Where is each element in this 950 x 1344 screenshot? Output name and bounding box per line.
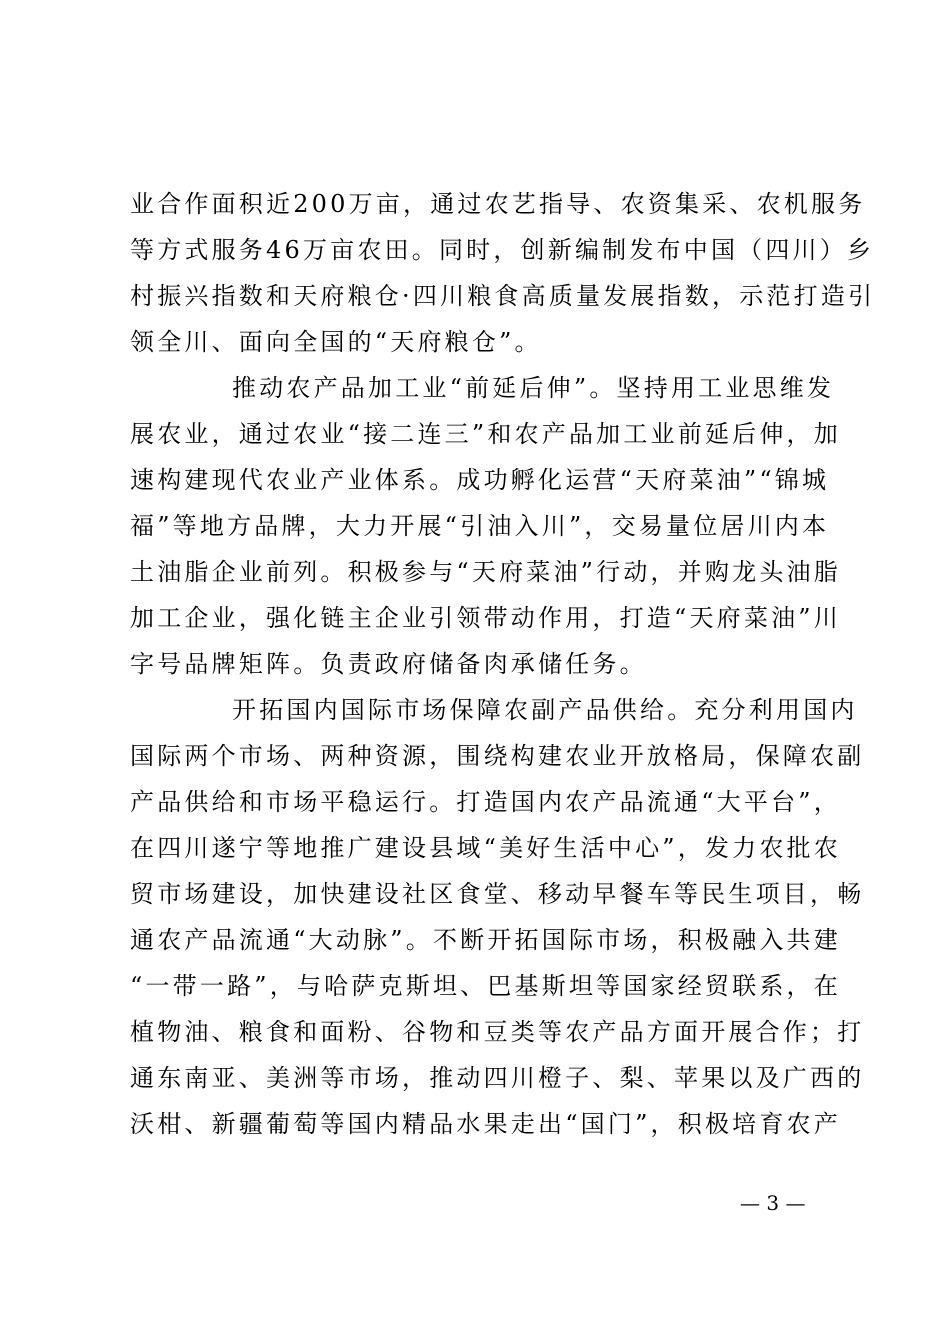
text-line: “一带一路”，与哈萨克斯坦、巴基斯坦等国家经贸联系，在 (130, 972, 841, 1000)
paragraph-heading-line: 推动农产品加工业“前延后伸”。坚持用工业思维发 (232, 374, 835, 402)
text-line: 等方式服务46万亩农田。同时，创新编制发布中国（四川）乡 (130, 236, 875, 264)
paragraph-heading-line: 开拓国内国际市场保障农副产品供给。充分利用国内 (232, 696, 858, 724)
body-text (130, 181, 876, 1147)
text-line: 贸市场建设，加快建设社区食堂、移动早餐车等民生项目，畅 (130, 880, 865, 908)
text-line: 加工企业，强化链主企业引领带动作用，打造“天府菜油”川 (130, 604, 841, 632)
page-number: — 3 — (740, 1191, 806, 1215)
text-line: 展农业，通过农业“接二连三”和农产品加工业前延后伸，加 (130, 420, 841, 448)
text-line: 领全川、面向全国的“天府粮仓”。 (130, 328, 542, 356)
text-line: 福”等地方品牌，大力开展“引油入川”，交易量位居川内本 (130, 512, 830, 540)
text-line: 业合作面积近200万亩，通过农艺指导、农资集采、农机服务 (130, 190, 866, 218)
text-line: 产品供给和市场平稳运行。打造国内农产品流通“大平台”， (130, 788, 841, 816)
text-line: 国际两个市场、两种资源，围绕构建农业开放格局，保障农副 (130, 742, 865, 770)
text-line: 沃柑、新疆葡萄等国内精品水果走出“国门”，积极培育农产 (130, 1110, 841, 1138)
text-line: 植物油、粮食和面粉、谷物和豆类等农产品方面开展合作；打 (130, 1018, 865, 1046)
text-line: 村振兴指数和天府粮仓·四川粮食高质量发展指数，示范打造引 (130, 282, 876, 310)
text-line: 通东南亚、美洲等市场，推动四川橙子、梨、苹果以及广西的 (130, 1064, 865, 1092)
text-line: 字号品牌矩阵。负责政府储备肉承储任务。 (130, 650, 647, 678)
text-line: 在四川遂宁等地推广建设县域“美好生活中心”，发力农批农 (130, 834, 841, 862)
text-line: 土油脂企业前列。积极参与“天府菜油”行动，并购龙头油脂 (130, 558, 841, 586)
text-line: 通农产品流通“大动脉”。不断开拓国际市场，积极融入共建 (130, 926, 841, 954)
text-line: 速构建现代农业产业体系。成功孵化运营“天府菜油”“锦城 (130, 466, 830, 494)
